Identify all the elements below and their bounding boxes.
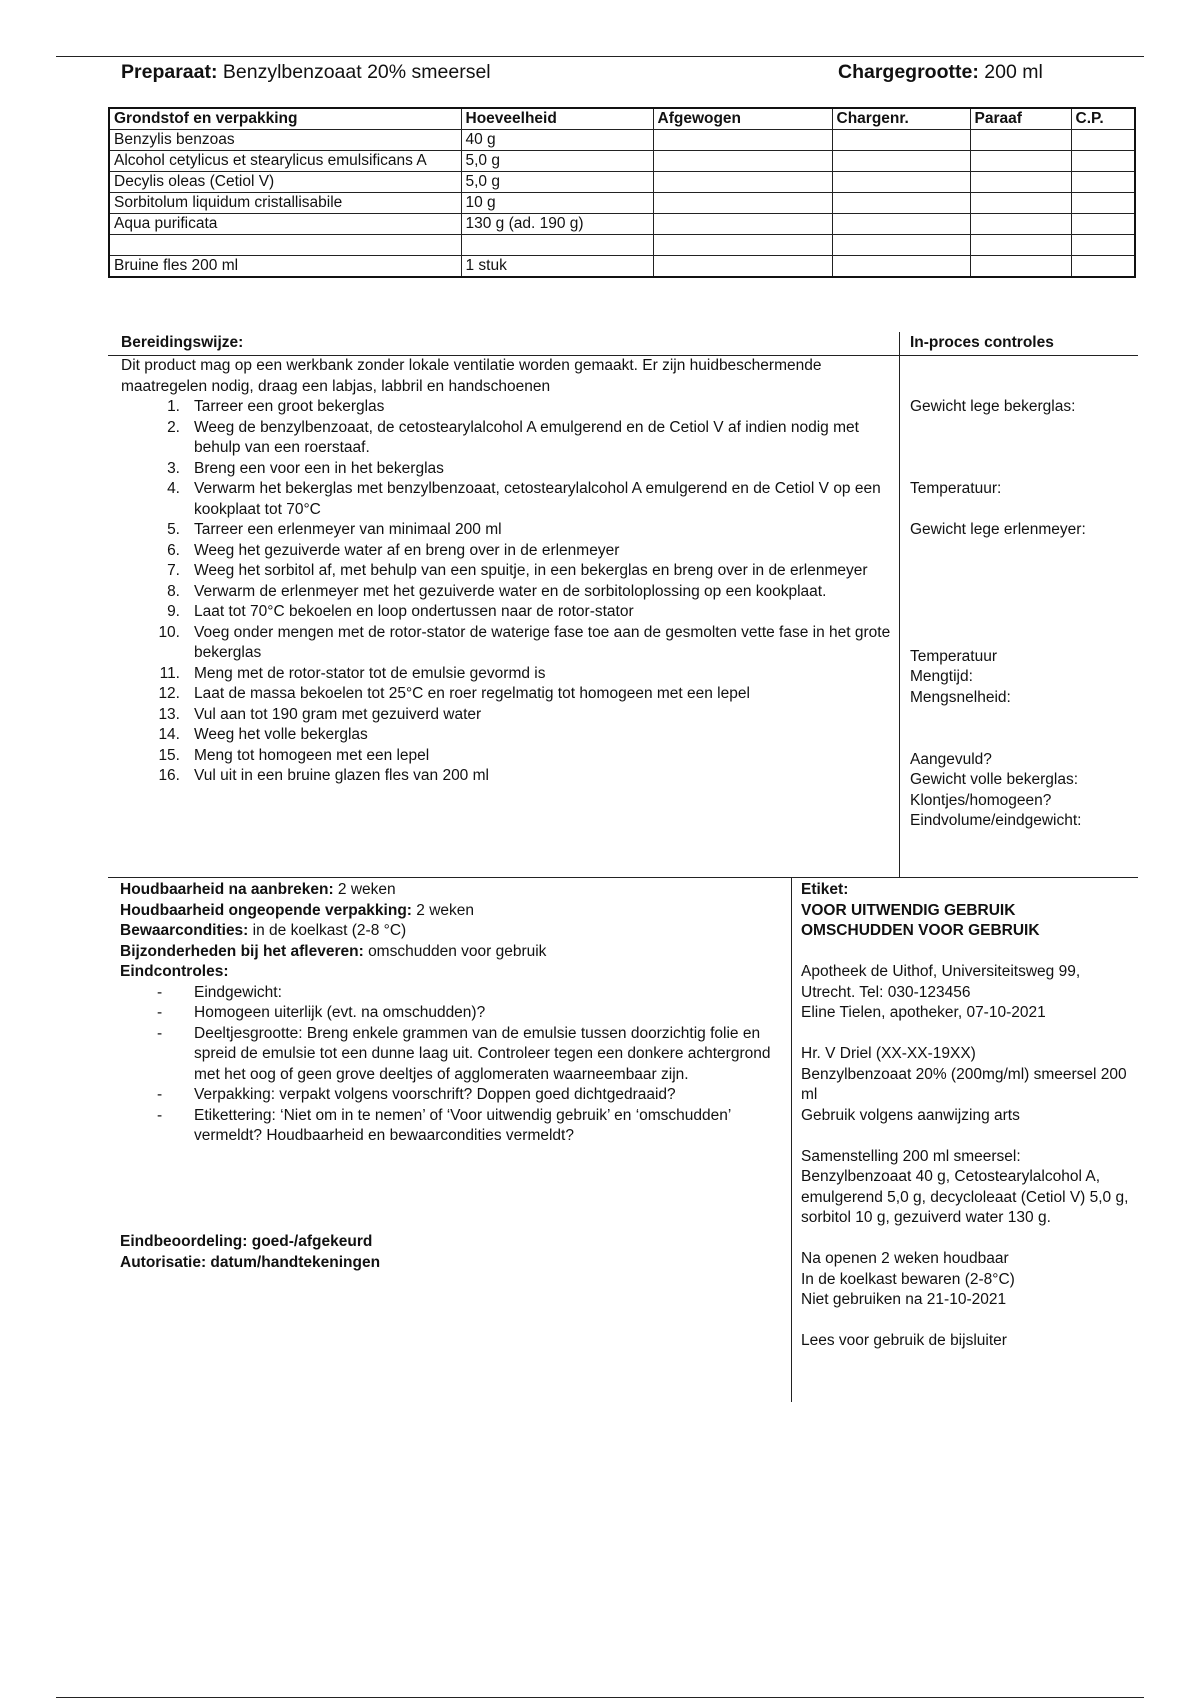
check-text: Etikettering: ‘Niet om in te nemen’ of ‘Voor uitwendig gebruik’ en ‘omschudden’ vermeldt? Houdbaarheid en bewaarcondities vermeldt? xyxy=(194,1106,731,1144)
control-empty-beaker-weight: Gewicht lege bekerglas: xyxy=(910,398,1076,415)
step-number: 15. xyxy=(158,746,180,764)
list-item xyxy=(167,520,898,541)
step-text: Voeg onder mengen met de rotor-stator de waterige fase toe aan de gesmolten vette fase in het grote bekerglas xyxy=(194,623,891,661)
final-verdict: Eindbeoordeling: goed-/afgekeurd xyxy=(120,1233,373,1250)
col-header-cp: C.P. xyxy=(1071,108,1135,130)
list-item xyxy=(167,602,898,623)
label-title-text: Etiket: xyxy=(801,881,849,898)
check-text: Verpakking: verpakt volgens voorschrift? Doppen goed dichtgedraaid? xyxy=(194,1086,676,1103)
ingredient-name: Aqua purificata xyxy=(109,214,461,235)
table-row xyxy=(109,172,1135,193)
step-number: 14. xyxy=(158,726,180,743)
ingredient-amount: 5,0 g xyxy=(461,151,653,172)
initials-cell xyxy=(970,235,1071,256)
step-number: 16. xyxy=(158,767,180,784)
weighed-cell xyxy=(653,130,832,151)
label-warning-external-text: VOOR UITWENDIG GEBRUIK xyxy=(801,901,1016,919)
ingredient-amount: 10 g xyxy=(461,193,653,214)
list-item xyxy=(158,766,898,787)
batchnr-cell xyxy=(832,235,970,256)
column-divider xyxy=(791,878,792,1402)
ingredient-name: Alcohol cetylicus et stearylicus emulsificans A xyxy=(109,151,461,172)
step-text: Meng met de rotor-stator tot de emulsie gevormd is xyxy=(194,664,546,682)
spacer xyxy=(801,1024,1131,1045)
spacer xyxy=(801,1311,1131,1332)
col-header-material: Grondstof en verpakking xyxy=(109,108,461,130)
cp-cell xyxy=(1071,235,1135,256)
ingredients-table xyxy=(108,107,1136,278)
spacer xyxy=(801,1126,1131,1147)
batch-size-value: 200 ml xyxy=(984,61,1043,83)
label-warning-shake xyxy=(801,921,1131,942)
label-expiry: Niet gebruiken na 21-10-2021 xyxy=(801,1291,1007,1308)
dash-bullet: - xyxy=(157,1106,163,1124)
label-leaflet: Lees voor gebruik de bijsluiter xyxy=(801,1332,1007,1349)
control-final-volume: Eindvolume/eindgewicht: xyxy=(910,812,1082,829)
step-number: 3. xyxy=(167,459,180,477)
step-text: Vul aan tot 190 gram met gezuiverd water xyxy=(194,705,482,723)
check-text: Deeltjesgrootte: Breng enkele grammen van de emulsie tussen doorzichtig folie en spreid de emulsie tot een dunne laag uit. Controleer tegen een donkere achtergrond met het oog of geen grove deeltjes of agglomeraten waarneembaar zijn. xyxy=(194,1024,771,1083)
list-item xyxy=(167,582,898,603)
weighed-cell xyxy=(653,235,832,256)
list-item xyxy=(167,418,898,459)
control-temperature-2: Temperatuur xyxy=(910,648,998,665)
list-item xyxy=(167,541,898,562)
label-warning-shake-text: OMSCHUDDEN VOOR GEBRUIK xyxy=(801,922,1040,939)
preparation-steps xyxy=(108,397,898,787)
step-text: Verwarm de erlenmeyer met het gezuiverde water en de sorbitoloplossing op een kookplaat. xyxy=(194,582,827,600)
bottom-rule xyxy=(56,1697,1144,1698)
delivery-notes xyxy=(120,942,780,963)
preparation-name xyxy=(121,56,491,88)
list-item xyxy=(158,705,898,726)
step-text: Weeg het gezuiverde water af en breng over in de erlenmeyer xyxy=(194,541,620,559)
ingredient-name: Sorbitolum liquidum cristallisabile xyxy=(109,193,461,214)
ingredient-amount: 1 stuk xyxy=(461,256,653,278)
list-item xyxy=(158,725,898,746)
dash-bullet: - xyxy=(157,1086,163,1103)
shelf-life-closed-label: Houdbaarheid ongeopende verpakking: xyxy=(120,901,412,919)
step-number: 10. xyxy=(158,623,180,641)
batch-size-label: Chargegrootte: xyxy=(838,61,979,83)
batchnr-cell xyxy=(832,172,970,193)
label-pharmacist: Eline Tielen, apotheker, 07-10-2021 xyxy=(801,1004,1046,1021)
step-text: Tarreer een groot bekerglas xyxy=(194,398,385,415)
table-row xyxy=(109,214,1135,235)
preparation-title: Bereidingswijze: xyxy=(121,334,244,351)
control-mixing-speed: Mengsnelheid: xyxy=(910,689,1011,706)
initials-cell xyxy=(970,214,1071,235)
batchnr-cell xyxy=(832,214,970,235)
step-number: 13. xyxy=(158,705,180,723)
ingredient-name: Benzylis benzoas xyxy=(109,130,461,151)
cp-cell xyxy=(1071,214,1135,235)
ingredient-amount xyxy=(461,235,653,256)
step-text: Vul uit in een bruine glazen fles van 200 ml xyxy=(194,767,489,784)
authorization: Autorisatie: datum/handtekeningen xyxy=(120,1253,381,1271)
control-homogeneity: Klontjes/homogeen? xyxy=(910,792,1052,809)
storage-value: in de koelkast (2-8 °C) xyxy=(252,922,407,939)
ingredient-amount: 130 g (ad. 190 g) xyxy=(461,214,653,235)
step-text: Weeg de benzylbenzoaat, de cetostearylalcohol A emulgerend en de Cetiol V af indien nodig met behulp van een roerstaaf. xyxy=(194,418,859,456)
list-item xyxy=(157,983,780,1004)
control-empty-flask-weight: Gewicht lege erlenmeyer: xyxy=(910,521,1086,538)
step-number: 9. xyxy=(167,603,180,620)
ingredient-name: Decylis oleas (Cetiol V) xyxy=(109,172,461,193)
label-title xyxy=(801,880,1131,901)
batchnr-cell xyxy=(832,130,970,151)
initials-cell xyxy=(970,151,1071,172)
list-item xyxy=(157,1106,780,1147)
control-full-beaker-weight: Gewicht volle bekerglas: xyxy=(910,771,1078,788)
col-header-quantity: Hoeveelheid xyxy=(461,108,653,130)
check-text: Eindgewicht: xyxy=(194,983,282,1001)
weighed-cell xyxy=(653,172,832,193)
shelf-life-closed-value: 2 weken xyxy=(416,901,475,919)
weighed-cell xyxy=(653,151,832,172)
check-text: Homogeen uiterlijk (evt. na omschudden)? xyxy=(194,1004,486,1021)
label-composition-title: Samenstelling 200 ml smeersel: xyxy=(801,1147,1021,1165)
ingredient-amount: 5,0 g xyxy=(461,172,653,193)
table-row xyxy=(109,256,1135,278)
preparation-intro: Dit product mag op een werkbank zonder lokale ventilatie worden gemaakt. Er zijn huidbeschermende maatregelen nodig, draag een labjas, labbril en handschoenen xyxy=(121,357,822,395)
col-header-initials: Paraaf xyxy=(970,108,1071,130)
list-item xyxy=(158,684,898,705)
step-number: 8. xyxy=(167,582,180,600)
col-header-weighed: Afgewogen xyxy=(653,108,832,130)
list-item xyxy=(157,1085,780,1106)
cp-cell xyxy=(1071,172,1135,193)
step-number: 7. xyxy=(167,562,180,579)
step-text: Laat tot 70°C bekoelen en loop ondertussen naar de rotor-stator xyxy=(194,603,634,620)
control-mixing-time: Mengtijd: xyxy=(910,668,973,685)
ingredient-name xyxy=(109,235,461,256)
list-item xyxy=(157,1003,780,1024)
spacer xyxy=(801,942,1131,963)
dash-bullet: - xyxy=(157,983,163,1001)
table-row xyxy=(109,130,1135,151)
preparation-label: Preparaat: xyxy=(121,61,218,83)
label-composition: Benzylbenzoaat 40 g, Cetostearylalcohol A, emulgerend 5,0 g, decycloleaat (Cetiol V) 5,0 g, sorbitol 10 g, gezuiverd water 130 g. xyxy=(801,1168,1129,1226)
label-product: Benzylbenzoaat 20% (200mg/ml) smeersel 200 ml xyxy=(801,1065,1127,1103)
batchnr-cell xyxy=(832,193,970,214)
control-temperature: Temperatuur: xyxy=(910,480,1002,497)
step-number: 2. xyxy=(167,418,180,436)
step-number: 12. xyxy=(158,685,180,702)
weighed-cell xyxy=(653,256,832,278)
cp-cell xyxy=(1071,193,1135,214)
table-row xyxy=(109,193,1135,214)
final-verdict-block xyxy=(120,1232,380,1273)
dash-bullet: - xyxy=(157,1004,163,1021)
batchnr-cell xyxy=(832,256,970,278)
step-number: 6. xyxy=(167,541,180,559)
batchnr-cell xyxy=(832,151,970,172)
final-info xyxy=(120,880,780,1271)
step-number: 11. xyxy=(159,664,180,682)
list-item xyxy=(167,561,898,582)
spacer xyxy=(801,1229,1131,1250)
delivery-label: Bijzonderheden bij het afleveren: xyxy=(120,942,364,960)
final-checks-title-text: Eindcontroles: xyxy=(120,963,229,980)
ingredient-name: Bruine fles 200 ml xyxy=(109,256,461,278)
controls-title: In-proces controles xyxy=(910,334,1054,351)
final-checks-title xyxy=(120,962,780,983)
ingredient-amount: 40 g xyxy=(461,130,653,151)
list-item xyxy=(159,664,898,685)
step-text: Verwarm het bekerglas met benzylbenzoaat, cetostearylalcohol A emulgerend en de Cetiol V op een kookplaat tot 70°C xyxy=(194,480,881,518)
step-text: Weeg het sorbitol af, met behulp van een spuitje, in een bekerglas en breng over in de erlenmeyer xyxy=(194,562,868,579)
initials-cell xyxy=(970,172,1071,193)
weighed-cell xyxy=(653,214,832,235)
list-item xyxy=(157,1024,780,1086)
step-text: Meng tot homogeen met een lepel xyxy=(194,746,430,764)
list-item xyxy=(158,623,898,664)
storage-label: Bewaarcondities: xyxy=(120,922,249,939)
storage-conditions xyxy=(120,921,780,942)
column-divider xyxy=(899,332,900,878)
control-topped-up: Aangevuld? xyxy=(910,751,992,768)
cp-cell xyxy=(1071,256,1135,278)
label-warning-external xyxy=(801,901,1131,922)
shelf-life-closed xyxy=(120,901,780,922)
step-number: 1. xyxy=(167,398,180,415)
initials-cell xyxy=(970,130,1071,151)
cp-cell xyxy=(1071,151,1135,172)
step-text: Weeg het volle bekerglas xyxy=(194,726,368,743)
list-item xyxy=(167,397,898,418)
label-storage: In de koelkast bewaren (2-8°C) xyxy=(801,1270,1015,1288)
dash-bullet: - xyxy=(157,1024,163,1042)
step-text: Laat de massa bekoelen tot 25°C en roer regelmatig tot homogeen met een lepel xyxy=(194,685,750,702)
table-header-row xyxy=(109,108,1135,130)
label-after-open: Na openen 2 weken houdbaar xyxy=(801,1250,1009,1267)
step-number: 4. xyxy=(167,480,180,497)
final-section xyxy=(108,878,1138,1402)
shelf-life-open xyxy=(120,880,780,901)
preparation-value: Benzylbenzoaat 20% smeersel xyxy=(222,61,491,83)
col-header-batchnr: Chargenr. xyxy=(832,108,970,130)
delivery-value: omschudden voor gebruik xyxy=(368,942,547,960)
label-section xyxy=(801,880,1131,1352)
table-row-empty xyxy=(109,235,1135,256)
cp-cell xyxy=(1071,130,1135,151)
shelf-life-open-value: 2 weken xyxy=(337,881,396,898)
final-checks xyxy=(120,983,780,1147)
list-item xyxy=(167,479,898,520)
list-item xyxy=(167,459,898,480)
batch-size xyxy=(838,56,1043,88)
label-pharmacy: Apotheek de Uithof, Universiteitsweg 99, Utrecht. Tel: 030-123456 xyxy=(801,963,1081,1001)
shelf-life-open-label: Houdbaarheid na aanbreken: xyxy=(120,881,334,898)
label-usage: Gebruik volgens aanwijzing arts xyxy=(801,1106,1020,1124)
step-text: Breng een voor een in het bekerglas xyxy=(194,459,444,477)
initials-cell xyxy=(970,193,1071,214)
weighed-cell xyxy=(653,193,832,214)
table-row xyxy=(109,151,1135,172)
preparation-section xyxy=(108,332,1138,878)
initials-cell xyxy=(970,256,1071,278)
label-patient: Hr. V Driel (XX-XX-19XX) xyxy=(801,1045,976,1062)
step-text: Tarreer een erlenmeyer van minimaal 200 ml xyxy=(194,521,502,538)
list-item xyxy=(158,746,898,767)
step-number: 5. xyxy=(167,521,180,538)
